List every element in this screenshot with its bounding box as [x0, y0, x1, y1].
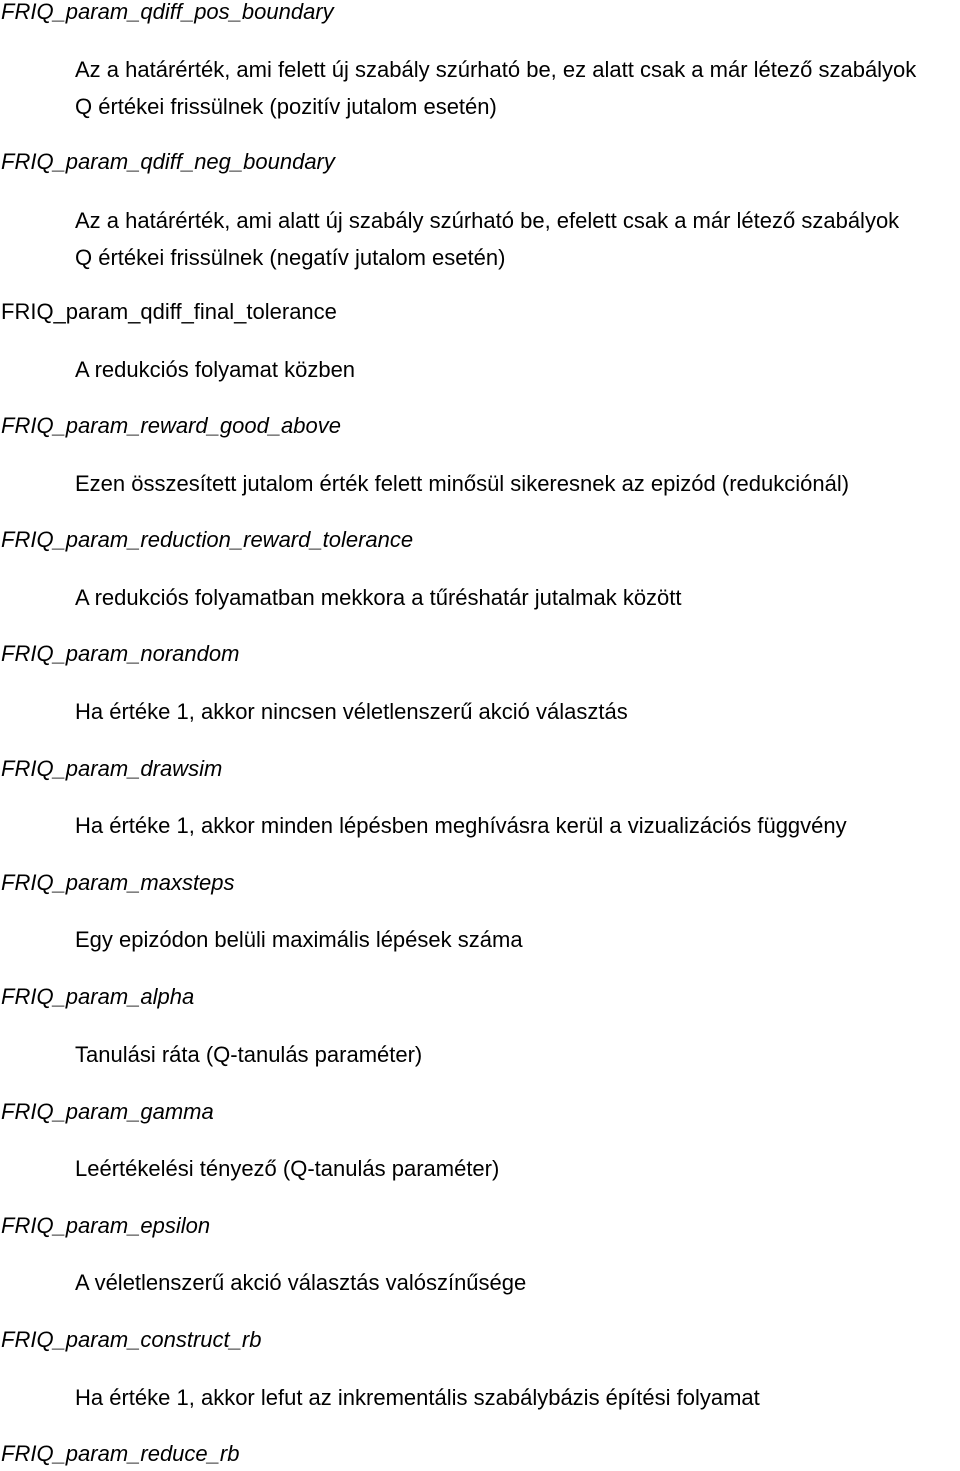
- param-name-reduction-reward-tolerance: FRIQ_param_reduction_reward_tolerance: [1, 527, 414, 552]
- param-name-qdiff-pos-boundary: FRIQ_param_qdiff_pos_boundary: [1, 0, 334, 24]
- param-name-qdiff-final-tolerance: FRIQ_param_qdiff_final_tolerance: [1, 299, 337, 324]
- param-name-gamma: FRIQ_param_gamma: [1, 1099, 214, 1124]
- param-description: A véletlenszerű akció választás valószínűsége: [75, 1270, 527, 1295]
- param-description: Ezen összesített jutalom érték felett minősül sikeresnek az epizód (redukciónál): [75, 471, 850, 496]
- param-description: Q értékei frissülnek (pozitív jutalom esetén): [75, 94, 497, 119]
- param-description: Az a határérték, ami alatt új szabály szúrható be, efelett csak a már létező szabályok: [75, 208, 900, 233]
- param-name-norandom: FRIQ_param_norandom: [1, 641, 240, 666]
- param-description: Q értékei frissülnek (negatív jutalom esetén): [75, 245, 506, 270]
- param-name-reward-good-above: FRIQ_param_reward_good_above: [1, 413, 341, 438]
- param-description: Az a határérték, ami felett új szabály szúrható be, ez alatt csak a már létező szabályok: [75, 57, 917, 82]
- param-name-construct-rb: FRIQ_param_construct_rb: [1, 1327, 262, 1352]
- param-name-drawsim: FRIQ_param_drawsim: [1, 756, 223, 781]
- param-name-qdiff-neg-boundary: FRIQ_param_qdiff_neg_boundary: [1, 149, 335, 174]
- param-description: Ha értéke 1, akkor nincsen véletlenszerű akció választás: [75, 699, 628, 724]
- param-description: A redukciós folyamat közben: [75, 357, 356, 382]
- param-name-maxsteps: FRIQ_param_maxsteps: [1, 870, 235, 895]
- param-name-alpha: FRIQ_param_alpha: [1, 984, 195, 1009]
- param-description: Tanulási ráta (Q-tanulás paraméter): [75, 1042, 423, 1067]
- param-description: Ha értéke 1, akkor lefut az inkrementális szabálybázis építési folyamat: [75, 1385, 760, 1410]
- param-description: Leértékelési tényező (Q-tanulás paraméter): [75, 1156, 500, 1181]
- param-description: Ha értéke 1, akkor minden lépésben meghívásra kerül a vizualizációs függvény: [75, 813, 847, 838]
- param-name-epsilon: FRIQ_param_epsilon: [1, 1213, 211, 1238]
- param-description: Egy epizódon belüli maximális lépések száma: [75, 927, 523, 952]
- param-description: A redukciós folyamatban mekkora a tűréshatár jutalmak között: [75, 585, 682, 610]
- param-name-reduce-rb: FRIQ_param_reduce_rb: [1, 1441, 240, 1466]
